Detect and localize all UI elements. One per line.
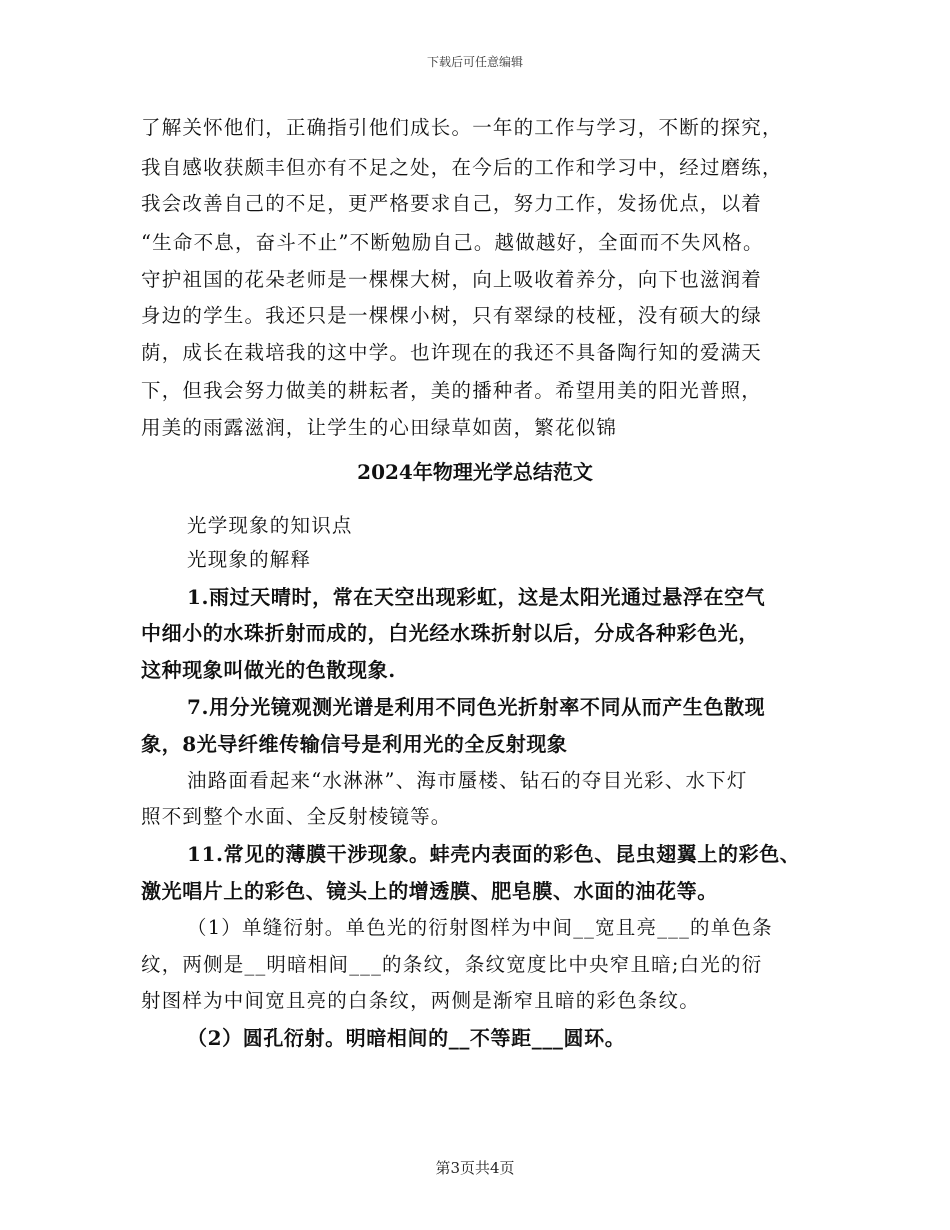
intro-line-1: 了解关怀他们，正确指引他们成长。一年的工作与学习，不断的探究， [141,116,783,139]
article-title: 2024年物理光学总结范文 [357,460,593,484]
item-1-line-2: 中细小的水珠折射而成的，白光经水珠折射以后，分成各种彩色光， [141,621,759,645]
intro-line-6: 身边的学生。我还只是一棵棵小树，只有翠绿的枝桠，没有硕大的绿 [141,304,763,327]
intro-line-2: 我自感收获颇丰但亦有不足之处，在今后的工作和学习中，经过磨练， [141,156,783,179]
item-11-line-1: 11.常见的薄膜干涉现象。蚌壳内表面的彩色、昆虫翅翼上的彩色、 [187,842,801,866]
subheading-optical-knowledge: 光学现象的知识点 [187,514,353,537]
total-reflection-line-1: 油路面看起来“水淋淋”、海市蜃楼、钻石的夺目光彩、水下灯 [187,769,748,792]
item-7-line-2: 象，8光导纤维传输信号是利用光的全反射现象 [141,732,568,756]
item-1-line-1: 1.雨过天晴时，常在天空出现彩虹，这是太阳光通过悬浮在空气 [187,585,766,609]
page-footer-number: 第3页共4页 [435,1159,515,1177]
intro-line-9: 用美的雨露滋润，让学生的心田绿草如茵，繁花似锦 [141,416,618,439]
item-11-line-2: 激光唱片上的彩色、镜头上的增透膜、肥皂膜、水面的油花等。 [141,879,718,903]
intro-line-5: 守护祖国的花朵老师是一棵棵大树，向上吸收着养分，向下也滋润着 [141,268,763,291]
intro-line-7: 荫，成长在栽培我的这中学。也许现在的我还不具备陶行知的爱满天 [141,341,763,364]
single-slit-line-1: （1）单缝衍射。单色光的衍射图样为中间__宽且亮___的单色条 [187,916,773,939]
subheading-light-explanation: 光现象的解释 [187,548,312,571]
circular-hole-line: （2）圆孔衍射。明暗相间的__不等距___圆环。 [187,1026,626,1050]
intro-line-3: 我会改善自己的不足，更严格要求自己，努力工作，发扬优点，以着 [141,192,763,215]
item-7-line-1: 7.用分光镜观测光谱是利用不同色光折射率不同从而产生色散现 [187,695,766,719]
single-slit-line-3: 射图样为中间宽且亮的白条纹，两侧是渐窄且暗的彩色条纹。 [141,989,700,1012]
item-1-line-3: 这种现象叫做光的色散现象. [141,658,396,682]
single-slit-line-2: 纹，两侧是__明暗相间___的条纹，条纹宽度比中央窄且暗;白光的衍 [141,953,763,976]
total-reflection-line-2: 照不到整个水面、全反射棱镜等。 [141,805,452,828]
intro-line-8: 下，但我会努力做美的耕耘者，美的播种者。希望用美的阳光普照， [141,379,763,402]
intro-line-4: “生命不息，奋斗不止”不断勉励自己。越做越好，全面而不失风格。 [141,231,764,254]
page-header-note: 下载后可任意编辑 [426,55,523,69]
